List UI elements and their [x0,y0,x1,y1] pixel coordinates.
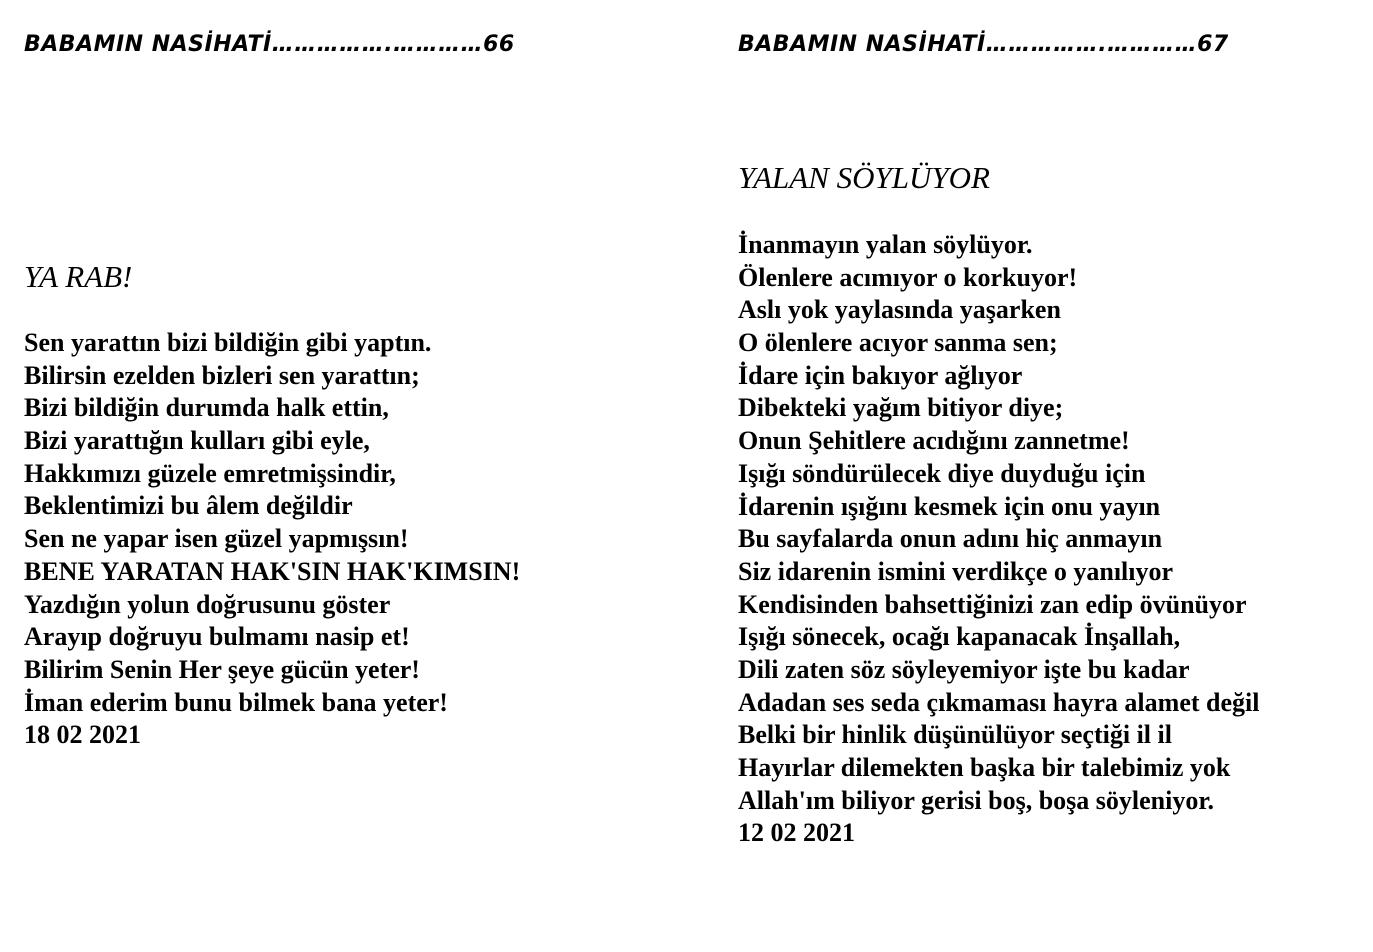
poem-line: Beklentimizi bu âlem değildir [24,491,353,521]
poem-line: Işığı sönecek, ocağı kapanacak İnşallah, [738,622,1181,652]
poem-line: O ölenlere acıyor sanma sen; [738,328,1058,358]
poem-body [738,229,1259,850]
poem-line: Sen ne yapar isen güzel yapmışsın! [24,524,409,554]
poem-date: 12 02 2021 [738,818,855,848]
poem-line: Yazdığın yolun doğrusunu göster [24,589,391,619]
poem-title: YA RAB! [24,259,133,294]
poem-line: İdare için bakıyor ağlıyor [738,360,1023,390]
poem-line: Dibekteki yağım bitiyor diye; [738,393,1064,423]
poem-line: Bu sayfalarda onun adını hiç anmayın [738,524,1163,554]
running-header: BABAMIN NASİHATİ…………….…………66 [24,32,515,57]
poem-line: Siz idarenin ismini verdikçe o yanılıyor [738,556,1174,586]
poem-line: Bizi yarattığın kulları gibi eyle, [24,426,370,456]
running-header: BABAMIN NASİHATİ…………….…………67 [738,32,1229,57]
poem-line: Adadan ses seda çıkmaması hayra alamet değil [738,687,1260,717]
poem-line: İnanmayın yalan söylüyor. [738,230,1033,259]
poem-line: Onun Şehitlere acıdığını zannetme! [738,426,1130,456]
poem-line: Aslı yok yaylasında yaşarken [738,295,1061,325]
poem-line: Işığı söndürülecek diye duyduğu için [738,458,1146,488]
right-page [738,0,1368,952]
poem-line: Hayırlar dilemekten başka bir talebimiz yok [738,753,1231,782]
poem-body [24,327,520,752]
poem-line: Belki bir hinlik düşünülüyor seçtiği il il [738,720,1172,750]
poem-title: YALAN SÖYLÜYOR [738,160,990,195]
poem-line: Bizi bildiğin durumda halk ettin, [24,393,389,423]
poem-date: 18 02 2021 [24,720,141,750]
poem-line: İdarenin ışığını kesmek için onu yayın [738,491,1161,521]
poem-line: BENE YARATAN HAK'SIN HAK'KIMSIN! [24,556,521,586]
poem-line: Allah'ım biliyor gerisi boş, boşa söyleniyor. [738,785,1215,815]
poem-line: Dili zaten söz söyleyemiyor işte bu kadar [738,654,1190,684]
poem-line: Arayıp doğruyu bulmamı nasip et! [24,622,410,652]
poem-line: Hakkımızı güzele emretmişsindir, [24,458,396,488]
poem-line: Sen yarattın bizi bildiğin gibi yaptın. [24,328,432,357]
left-page [24,0,664,952]
poem-line: Bilirsin ezelden bizleri sen yarattın; [24,360,420,390]
poem-line: İman ederim bunu bilmek bana yeter! [24,687,448,717]
poem-line: Bilirim Senin Her şeye gücün yeter! [24,654,420,684]
poem-line: Kendisinden bahsettiğinizi zan edip övünüyor [738,589,1247,619]
poem-line: Ölenlere acımıyor o korkuyor! [738,262,1078,292]
